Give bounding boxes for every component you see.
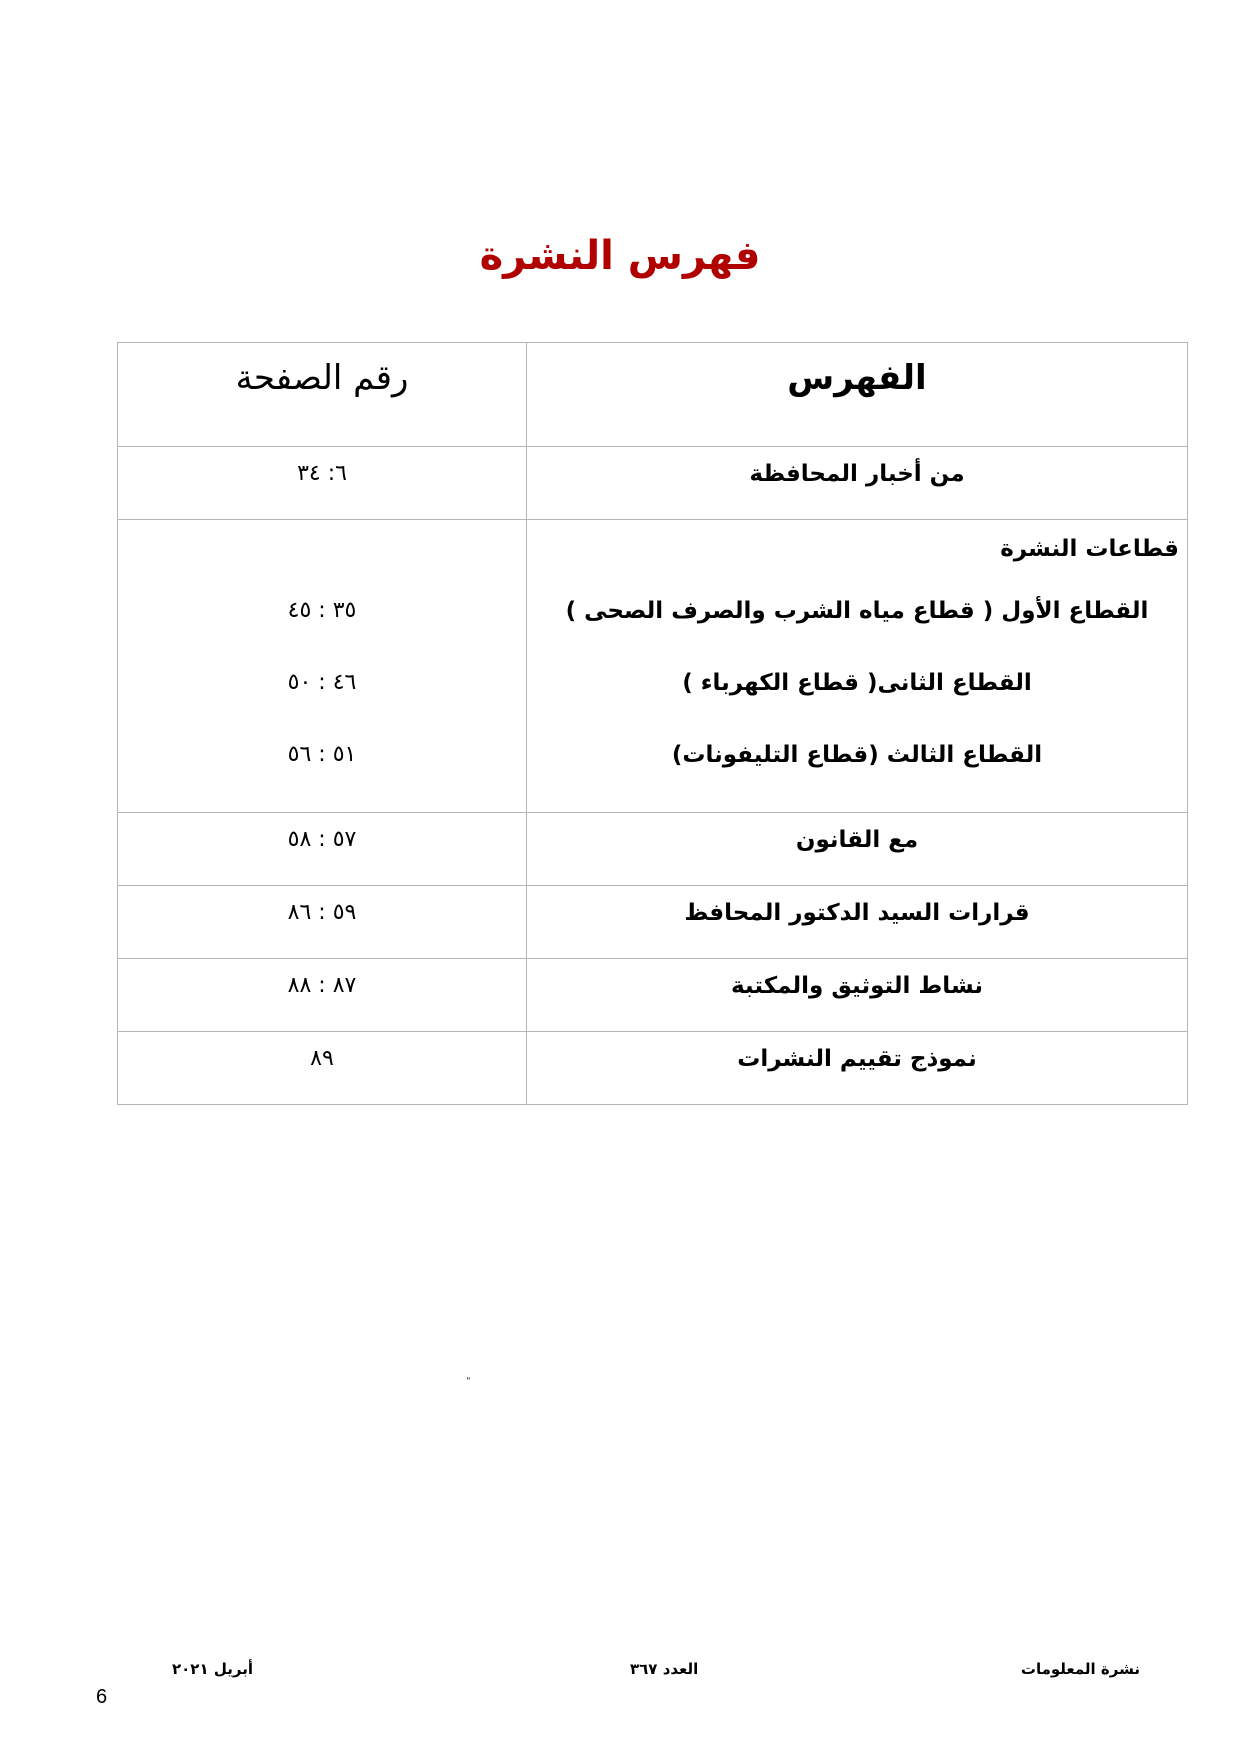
table-row xyxy=(118,1032,1188,1105)
header-page-number: رقم الصفحة xyxy=(118,343,527,447)
sector-item-pages: ٣٥ : ٤٥ xyxy=(287,598,357,623)
row-title: من أخبار المحافظة xyxy=(527,447,1188,520)
footer-date: أبريل ٢٠٢١ xyxy=(172,1660,253,1678)
row-title: مع القانون xyxy=(527,813,1188,886)
sector-item-title: القطاع الأول ( قطاع مياه الشرب والصرف الصحى ) xyxy=(565,598,1149,624)
sectors-titles-cell xyxy=(527,520,1188,813)
sectors-heading: قطاعات النشرة xyxy=(1000,536,1179,562)
footer-publication: نشرة المعلومات xyxy=(1020,1660,1140,1678)
row-pages: ٨٧ : ٨٨ xyxy=(118,959,527,1032)
row-pages: ٨٩ xyxy=(118,1032,527,1105)
row-pages: ٥٧ : ٥٨ xyxy=(118,813,527,886)
table-row xyxy=(118,959,1188,1032)
table-row xyxy=(118,886,1188,959)
table-row xyxy=(118,813,1188,886)
stray-mark: " xyxy=(466,1376,471,1387)
toc-table xyxy=(117,342,1188,1105)
row-title: نشاط التوثيق والمكتبة xyxy=(527,959,1188,1032)
row-title: نموذج تقييم النشرات xyxy=(527,1032,1188,1105)
sector-item-title: القطاع الثالث (قطاع التليفونات) xyxy=(671,742,1043,768)
sectors-row xyxy=(118,520,1188,813)
sector-item-title: القطاع الثانى( قطاع الكهرباء ) xyxy=(682,670,1032,696)
row-pages: ٥٩ : ٨٦ xyxy=(118,886,527,959)
sector-item-pages: ٤٦ : ٥٠ xyxy=(287,670,357,695)
page-number: 6 xyxy=(96,1686,108,1708)
table-row xyxy=(118,447,1188,520)
footer-issue: العدد ٣٦٧ xyxy=(630,1660,699,1678)
row-pages: ٦: ٣٤ xyxy=(118,447,527,520)
sector-item-pages: ٥١ : ٥٦ xyxy=(287,742,357,767)
sectors-pages-cell xyxy=(118,520,527,813)
toc-header-row xyxy=(118,343,1188,447)
page-title: فهرس النشرة xyxy=(479,233,761,279)
header-index: الفهرس xyxy=(527,343,1188,447)
row-title: قرارات السيد الدكتور المحافظ xyxy=(527,886,1188,959)
